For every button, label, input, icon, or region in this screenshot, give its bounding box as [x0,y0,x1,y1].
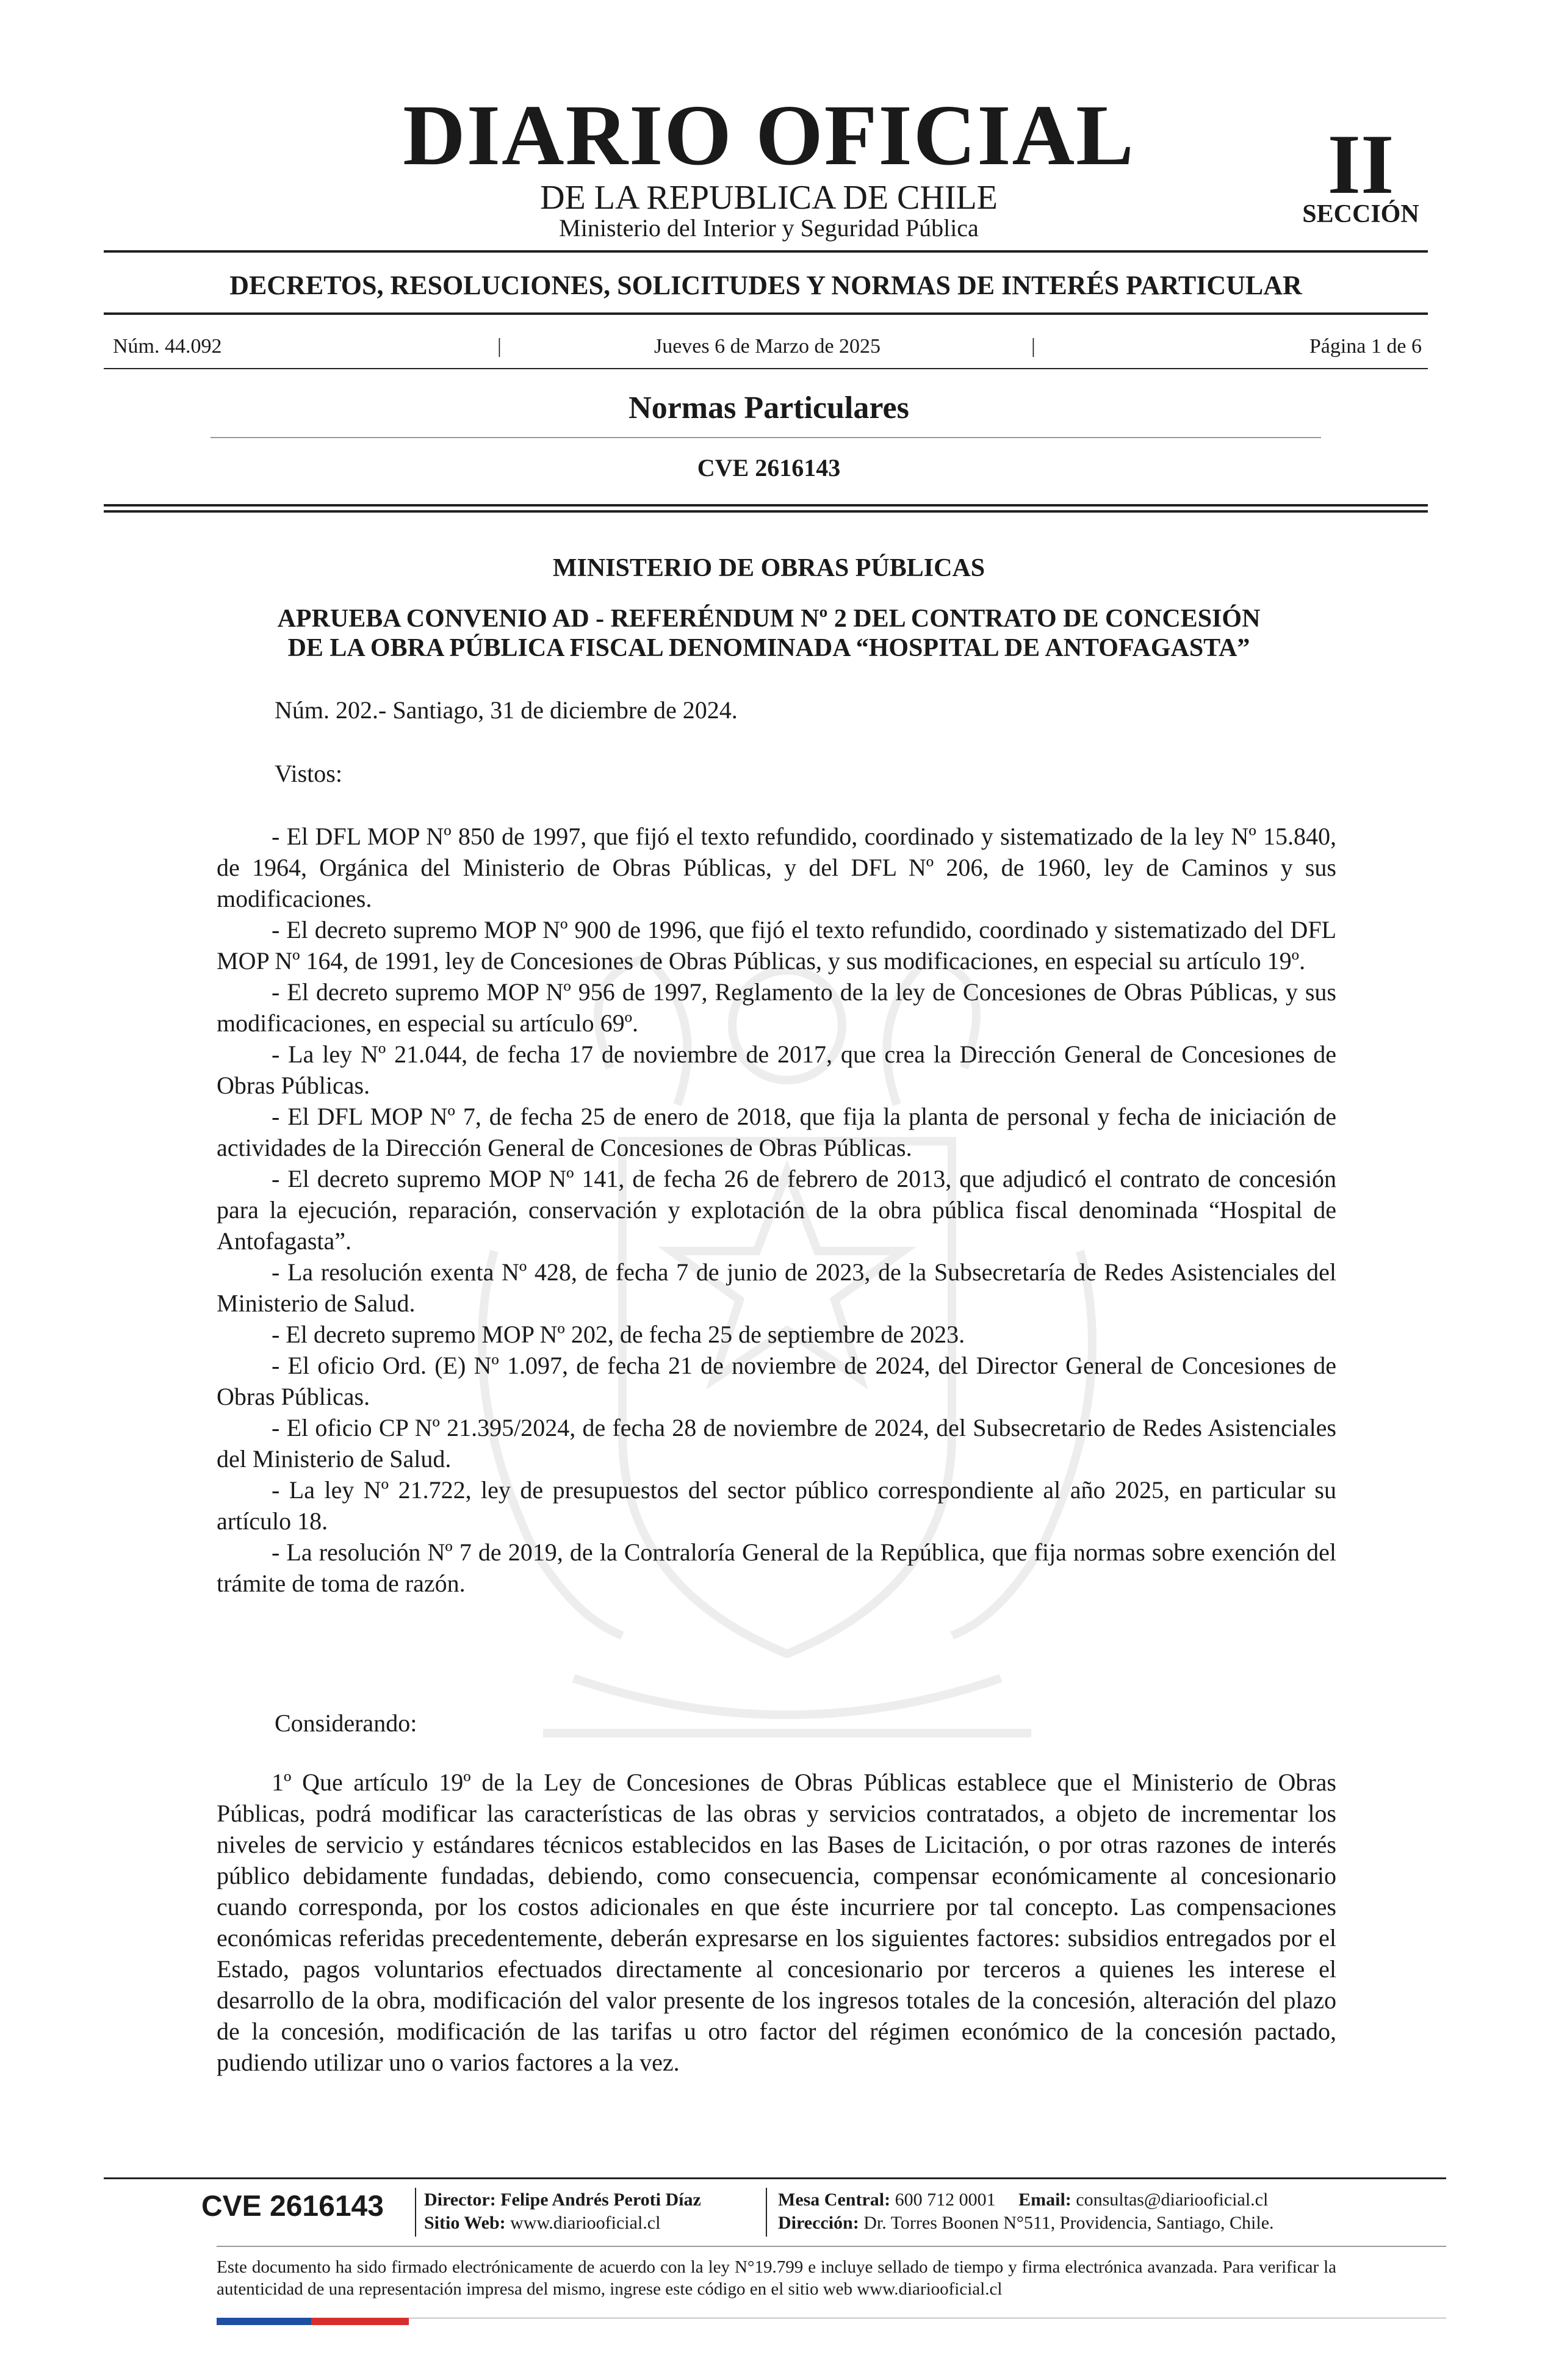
vistos-item: - El DFL MOP Nº 850 de 1997, que fijó el texto refundido, coordinado y sistematizado de la ley Nº 15.840, de 1964, Orgánica del Ministerio de Obras Públicas, y del DFL Nº 206, de 1960, ley de Caminos y sus modificaciones. [217,823,1336,912]
site-label: Sitio Web: [424,2213,506,2233]
mesa-label: Mesa Central: [778,2190,891,2210]
section-heading-rule [211,437,1321,438]
issue-separator: | [1031,335,1036,358]
issue-number: Núm. 44.092 [113,335,222,358]
page-indicator: Página 1 de 6 [1309,335,1422,358]
vistos-item: - La resolución exenta Nº 428, de fecha 7 de junio de 2023, de la Subsecretaría de Redes Asistenciales del Ministerio de Salud. [217,1258,1336,1317]
vistos-item: - El decreto supremo MOP Nº 141, de fecha 26 de febrero de 2013, que adjudicó el contrato de concesión para la ejecución, reparación, conservación y explotación de la obra pública fiscal denominada “Hospital de Antofagasta”. [217,1165,1336,1255]
newspaper-title: DIARIO OFICIAL [403,87,1135,183]
section-heading: Normas Particulares [629,391,909,425]
document-title-line: APRUEBA CONVENIO AD - REFERÉNDUM Nº 2 DEL CONTRATO DE CONCESIÓN [277,605,1261,633]
footer-contact-block [778,2188,1274,2235]
electronic-signature-notice: Este documento ha sido firmado electrónicamente de acuerdo con la ley N°19.799 e incluye sellado de tiempo y firma electrónica avanzada. Para verificar la autenticidad de una representación impresa del mismo, ingrese este código en el sitio web www.diariooficial.cl [217,2257,1336,2299]
footer-rule-middle [217,2246,1446,2247]
band-rule [104,312,1428,315]
document-title [201,604,1336,663]
vistos-item: - El decreto supremo MOP Nº 202, de fecha 25 de septiembre de 2023. [272,1321,965,1348]
header-rule-double-top [104,504,1428,507]
header-rule-double-bottom [104,510,1428,513]
section-number: II [1327,117,1394,212]
considerando-body [217,1767,1336,2078]
footer-rule-top [104,2177,1446,2179]
vistos-item: - El decreto supremo MOP Nº 900 de 1996, que fijó el texto refundido, coordinado y sistematizado del DFL MOP Nº 164, de 1991, ley de Concesiones de Obras Públicas, y sus modificaciones, en especial su artículo 19º. [217,916,1336,975]
issue-rule [104,368,1428,369]
mesa-phone: 600 712 0001 [895,2190,996,2210]
vistos-item: - El DFL MOP Nº 7, de fecha 25 de enero de 2018, que fija la planta de personal y fecha de iniciación de actividades de la Dirección General de Concesiones de Obras Públicas. [217,1103,1336,1161]
vistos-item: - El oficio Ord. (E) Nº 1.097, de fecha 21 de noviembre de 2024, del Director General de Concesiones de Obras Públicas. [217,1352,1336,1410]
address-value: Dr. Torres Boonen N°511, Providencia, Santiago, Chile. [863,2213,1274,2233]
footer-cve-code: CVE 2616143 [201,2190,384,2223]
flag-stripe-blue [217,2318,311,2325]
address-label: Dirección: [778,2213,859,2233]
newspaper-ministry: Ministerio del Interior y Seguridad Pública [559,214,979,242]
site-link[interactable]: www.diariooficial.cl [510,2213,661,2233]
cve-code: CVE 2616143 [697,454,841,481]
vistos-list [217,821,1336,1599]
footer-director-block [424,2188,701,2235]
footer-divider [766,2188,767,2237]
band-title: DECRETOS, RESOLUCIONES, SOLICITUDES Y NORMAS DE INTERÉS PARTICULAR [229,270,1302,300]
section-label: SECCIÓN [1302,200,1419,228]
issuing-ministry: MINISTERIO DE OBRAS PÚBLICAS [552,554,985,582]
footer-divider [415,2188,416,2237]
newspaper-subtitle: DE LA REPUBLICA DE CHILE [540,179,998,217]
vistos-item: - El decreto supremo MOP Nº 956 de 1997, Reglamento de la ley de Concesiones de Obras Públicas, y sus modificaciones, en especial su artículo 69º. [217,978,1336,1037]
document-title-line: DE LA OBRA PÚBLICA FISCAL DENOMINADA “HOSPITAL DE ANTOFAGASTA” [287,634,1250,663]
issue-separator: | [497,335,502,358]
email-label: Email: [1018,2190,1072,2210]
email-link[interactable]: consultas@diariooficial.cl [1076,2190,1269,2210]
vistos-label: Vistos: [275,760,342,787]
director-label: Director: [424,2190,496,2210]
flag-stripe-red [311,2318,409,2325]
vistos-item: - La ley Nº 21.722, ley de presupuestos del sector público correspondiente al año 2025, en particular su artículo 18. [217,1476,1336,1535]
issue-date: Jueves 6 de Marzo de 2025 [654,335,881,358]
considerando-paragraph: 1º Que artículo 19º de la Ley de Concesiones de Obras Públicas establece que el Ministerio de Obras Públicas, podrá modificar las características de las obras y servicios contratados, a objeto de incrementar los niveles de servicio y estándares técnicos establecidos en las Bases de Licitación, o por otras razones de interés público debidamente fundadas, debiendo, como consecuencia, compensar económicamente al concesionario cuando corresponda, por los costos adicionales en que éste incurriere por tal concepto. Las compensaciones económicas referidas precedentemente, deberán expresarse en los siguientes factores: subsidios entregados por el Estado, pagos voluntarios efectuados directamente al concesionario por terceros a quienes les interese el desarrollo de la obra, modificación del valor presente de los ingresos totales de la concesión, alteración del plazo de la concesión, modificación de las tarifas u otro factor del régimen económico de la concesión pactado, pudiendo utilizar uno o varios factores a la vez. [217,1769,1336,2076]
considerando-label: Considerando: [275,1709,417,1737]
director-name: Felipe Andrés Peroti Díaz [500,2190,701,2210]
vistos-item: - La ley Nº 21.044, de fecha 17 de noviembre de 2017, que crea la Dirección General de Concesiones de Obras Públicas. [217,1040,1336,1099]
vistos-item: - El oficio CP Nº 21.395/2024, de fecha 28 de noviembre de 2024, del Subsecretario de Redes Asistenciales del Ministerio de Salud. [217,1414,1336,1473]
vistos-item: - La resolución Nº 7 de 2019, de la Contraloría General de la República, que fija normas sobre exención del trámite de toma de razón. [217,1538,1336,1597]
masthead-rule-top [104,250,1428,253]
decree-number-line: Núm. 202.- Santiago, 31 de diciembre de 2024. [275,696,738,724]
